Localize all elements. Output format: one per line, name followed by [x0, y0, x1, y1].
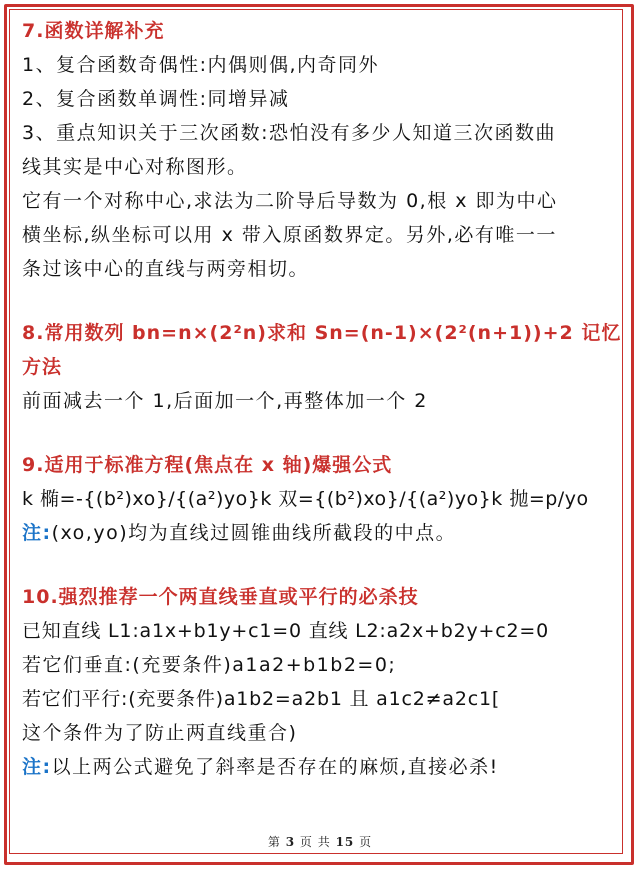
- note-label: 注:: [22, 756, 52, 778]
- section-7-line-4: 线其实是中心对称图形。: [22, 156, 248, 178]
- section-9-note: [22, 516, 622, 550]
- section-10-line-4: 这个条件为了防止两直线重合): [22, 722, 298, 744]
- note-label: 注:: [22, 522, 52, 544]
- page-footer: [0, 833, 640, 850]
- spacer: [22, 550, 622, 580]
- section-7-line-1: 1、复合函数奇偶性:内偶则偶,内奇同外: [22, 54, 380, 76]
- section-10-line-2: 若它们垂直:(充要条件)a1a2+b1b2=0;: [22, 654, 397, 676]
- section-7-title: 7.函数详解补充: [22, 20, 165, 42]
- section-7-line-5: 它有一个对称中心,求法为二阶导后导数为 0,根 x 即为中心: [22, 190, 558, 212]
- section-8-title: 8.常用数列 bn=n×(2²n)求和 Sn=(n-1)×(2²(n+1))+2 记忆方法: [22, 322, 622, 378]
- section-7-line-6: 横坐标,纵坐标可以用 x 带入原函数界定。另外,必有唯一一: [22, 224, 557, 246]
- spacer: [22, 418, 622, 448]
- section-9-title: 9.适用于标准方程(焦点在 x 轴)爆强公式: [22, 454, 393, 476]
- section-10-note: [22, 750, 622, 784]
- section-10-line-1: 已知直线 L1:a1x+b1y+c1=0 直线 L2:a2x+b2y+c2=0: [22, 620, 549, 642]
- section-7-line-2: 2、复合函数单调性:同增异减: [22, 88, 290, 110]
- section-10-title: 10.强烈推荐一个两直线垂直或平行的必杀技: [22, 586, 419, 608]
- section-9-formula: k 椭=-{(b²)xo}/{(a²)yo}k 双={(b²)xo}/{(a²)yo}k 抛=p/yo: [22, 488, 589, 510]
- section-7-line-7: 条过该中心的直线与两旁相切。: [22, 258, 310, 280]
- section-7-line-3: 3、重点知识关于三次函数:恐怕没有多少人知道三次函数曲: [22, 122, 556, 144]
- footer-prefix: 第: [267, 835, 281, 849]
- section-8-line-1: 前面减去一个 1,后面加一个,再整体加一个 2: [22, 390, 428, 412]
- footer-total-pages: 15: [335, 835, 355, 849]
- note-text: 以上两公式避免了斜率是否存在的麻烦,直接必杀!: [51, 756, 499, 778]
- spacer: [22, 286, 622, 316]
- footer-middle: 页 共: [299, 835, 331, 849]
- footer-page-number: 3: [285, 835, 296, 849]
- document-body: [22, 14, 622, 784]
- section-10-line-3: 若它们平行:(充要条件)a1b2=a2b1 且 a1c2≠a2c1[: [22, 688, 501, 710]
- note-text: (xo,yo)均为直线过圆锥曲线所截段的中点。: [51, 522, 457, 544]
- footer-suffix: 页: [359, 835, 373, 849]
